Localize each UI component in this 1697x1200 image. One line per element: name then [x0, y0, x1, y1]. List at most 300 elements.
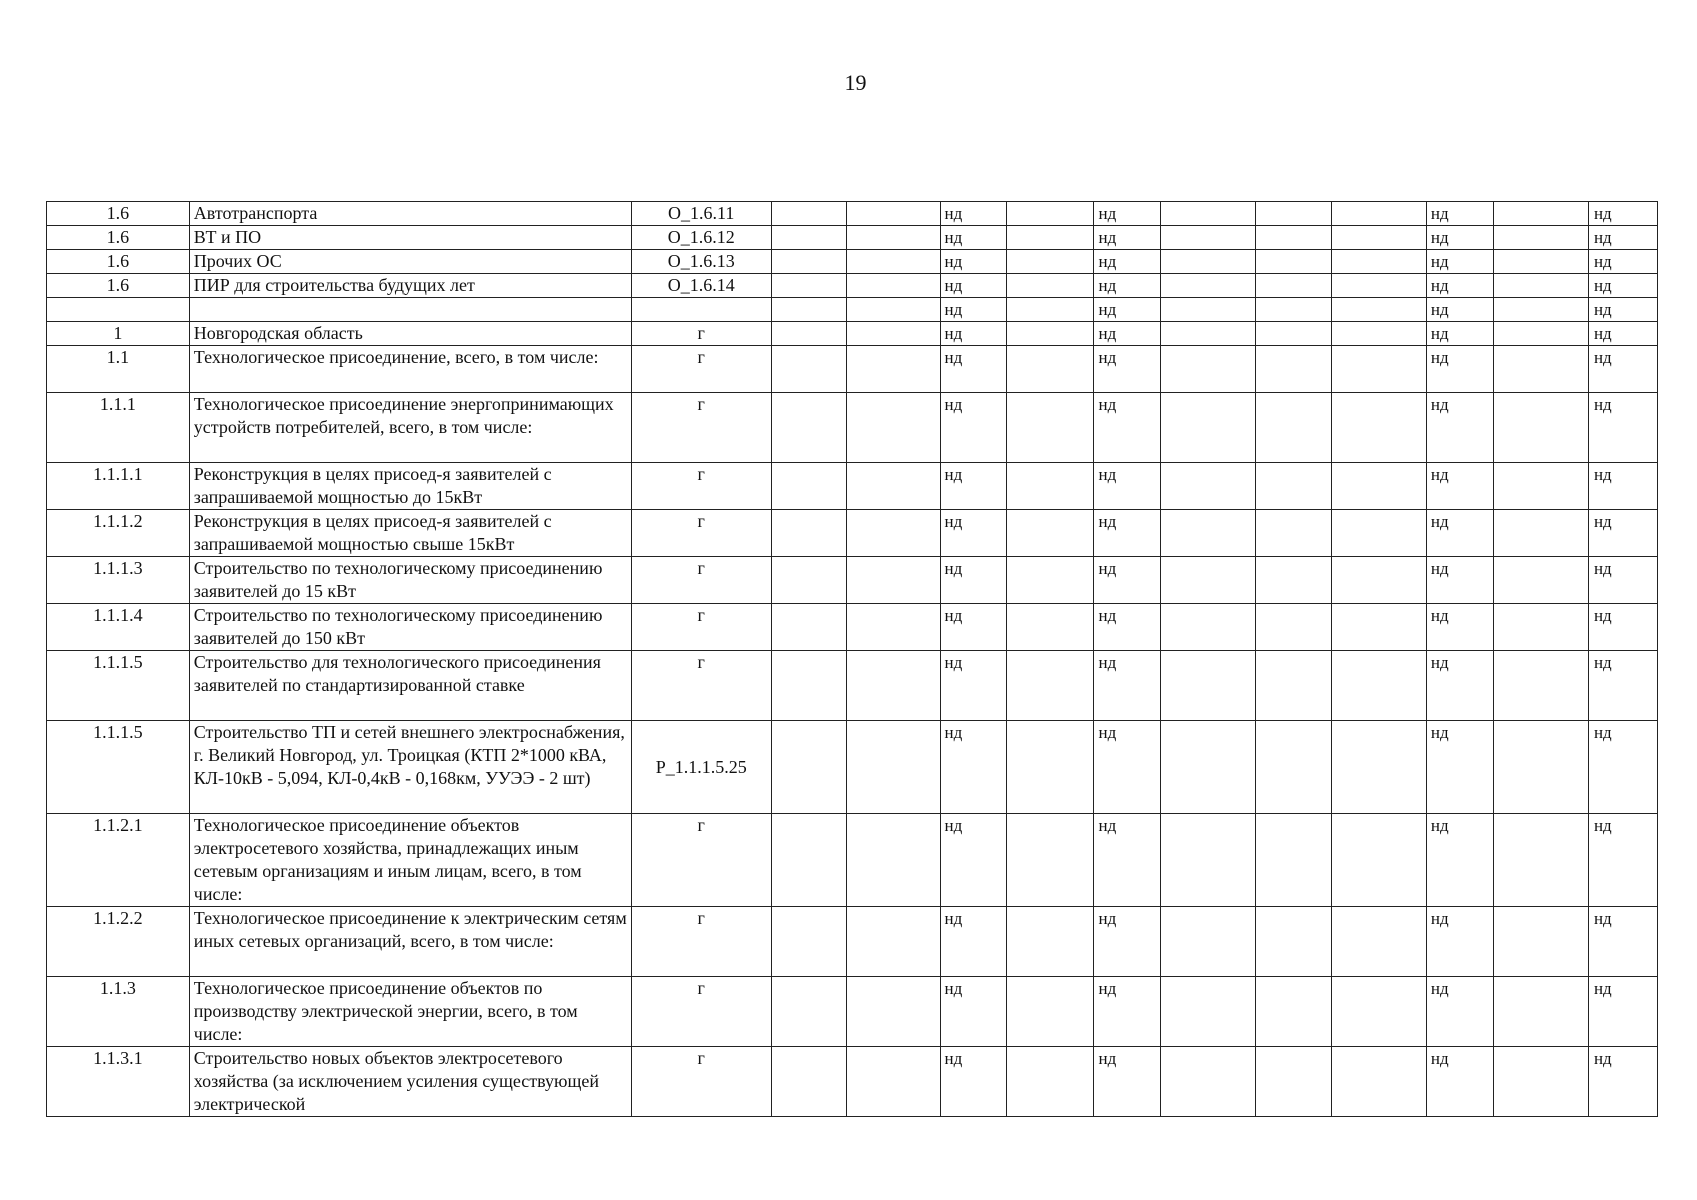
- value-text: нд: [944, 1049, 963, 1068]
- value-text: нд: [1098, 909, 1117, 928]
- empty-cell: [1331, 463, 1426, 510]
- value-cell: [1094, 463, 1161, 510]
- empty-cell: [1331, 346, 1426, 393]
- row-name: [189, 298, 631, 322]
- table-row: [47, 604, 1658, 651]
- value-cell: [1094, 510, 1161, 557]
- empty-cell: [771, 393, 847, 463]
- empty-cell: [847, 346, 941, 393]
- empty-cell: [1161, 557, 1256, 604]
- row-number: 1.6: [47, 202, 190, 226]
- empty-cell: [1493, 463, 1588, 510]
- empty-cell: [1331, 226, 1426, 250]
- value-text: нд: [1593, 909, 1612, 928]
- row-name: Прочих ОС: [189, 250, 631, 274]
- empty-cell: [1493, 907, 1588, 977]
- empty-cell: [1006, 274, 1093, 298]
- empty-cell: [847, 250, 941, 274]
- empty-cell: [771, 274, 847, 298]
- empty-cell: [1331, 298, 1426, 322]
- row-code: г: [631, 1047, 771, 1117]
- value-text: нд: [1430, 512, 1449, 531]
- value-text: нд: [1430, 723, 1449, 742]
- empty-cell: [1493, 226, 1588, 250]
- value-text: нд: [944, 559, 963, 578]
- value-text: нд: [944, 324, 963, 343]
- empty-cell: [1331, 651, 1426, 721]
- row-name: Строительство новых объектов электросетевого хозяйства (за исключением усиления существующей электрической: [189, 1047, 631, 1117]
- table-row: [47, 463, 1658, 510]
- empty-cell: [1493, 393, 1588, 463]
- value-cell: [940, 604, 1006, 651]
- empty-cell: [1331, 977, 1426, 1047]
- row-number: 1.1: [47, 346, 190, 393]
- value-cell: [1426, 977, 1493, 1047]
- value-text: нд: [944, 395, 963, 414]
- row-number: [47, 298, 190, 322]
- value-text: нд: [944, 653, 963, 672]
- empty-cell: [1006, 322, 1093, 346]
- value-text: нд: [1593, 512, 1612, 531]
- empty-cell: [1161, 250, 1256, 274]
- value-cell: [1588, 202, 1657, 226]
- value-cell: [1094, 1047, 1161, 1117]
- row-number: 1.1.2.1: [47, 814, 190, 907]
- empty-cell: [1161, 463, 1256, 510]
- row-code: О_1.6.14: [631, 274, 771, 298]
- empty-cell: [1493, 202, 1588, 226]
- value-cell: [1094, 250, 1161, 274]
- value-cell: [1094, 721, 1161, 814]
- value-cell: [1588, 322, 1657, 346]
- value-cell: [940, 274, 1006, 298]
- row-name: Автотранспорта: [189, 202, 631, 226]
- empty-cell: [1256, 322, 1332, 346]
- empty-cell: [771, 814, 847, 907]
- value-text: нд: [1430, 348, 1449, 367]
- table-row: [47, 298, 1658, 322]
- empty-cell: [1493, 557, 1588, 604]
- row-number: 1: [47, 322, 190, 346]
- value-text: нд: [1098, 228, 1117, 247]
- empty-cell: [1006, 463, 1093, 510]
- empty-cell: [1256, 298, 1332, 322]
- empty-cell: [1161, 977, 1256, 1047]
- value-text: нд: [1593, 1049, 1612, 1068]
- empty-cell: [1493, 250, 1588, 274]
- value-text: нд: [1430, 204, 1449, 223]
- value-text: нд: [1430, 979, 1449, 998]
- value-text: нд: [944, 228, 963, 247]
- row-number: 1.1.2.2: [47, 907, 190, 977]
- empty-cell: [847, 814, 941, 907]
- empty-cell: [1256, 814, 1332, 907]
- row-number: 1.1.1.5: [47, 651, 190, 721]
- empty-cell: [1493, 510, 1588, 557]
- value-text: нд: [1098, 606, 1117, 625]
- value-text: нд: [944, 252, 963, 271]
- value-cell: [1588, 250, 1657, 274]
- row-code: г: [631, 346, 771, 393]
- row-name: Технологическое присоединение объектов электросетевого хозяйства, принадлежащих иным сетевым организациям и иным лицам, всего, в том числе:: [189, 814, 631, 907]
- value-cell: [940, 907, 1006, 977]
- empty-cell: [1006, 1047, 1093, 1117]
- empty-cell: [847, 510, 941, 557]
- empty-cell: [1006, 393, 1093, 463]
- empty-cell: [1256, 721, 1332, 814]
- value-text: нд: [1098, 559, 1117, 578]
- row-code: г: [631, 463, 771, 510]
- empty-cell: [1493, 721, 1588, 814]
- value-text: нд: [944, 979, 963, 998]
- table-row: [47, 202, 1658, 226]
- row-number: 1.1.3.1: [47, 1047, 190, 1117]
- row-number: 1.1.1.2: [47, 510, 190, 557]
- empty-cell: [1256, 604, 1332, 651]
- row-number: 1.6: [47, 226, 190, 250]
- empty-cell: [847, 463, 941, 510]
- value-cell: [940, 202, 1006, 226]
- value-text: нд: [944, 465, 963, 484]
- empty-cell: [1331, 393, 1426, 463]
- value-text: нд: [1593, 300, 1612, 319]
- empty-cell: [1331, 814, 1426, 907]
- value-text: нд: [944, 606, 963, 625]
- empty-cell: [771, 557, 847, 604]
- empty-cell: [1006, 250, 1093, 274]
- table-row: [47, 226, 1658, 250]
- row-number: 1.1.1.1: [47, 463, 190, 510]
- empty-cell: [1256, 202, 1332, 226]
- row-number: 1.1.1.3: [47, 557, 190, 604]
- value-text: нд: [1430, 276, 1449, 295]
- row-code: г: [631, 557, 771, 604]
- value-cell: [1426, 814, 1493, 907]
- row-number: 1.1.1: [47, 393, 190, 463]
- empty-cell: [1256, 907, 1332, 977]
- empty-cell: [771, 463, 847, 510]
- value-cell: [1588, 557, 1657, 604]
- row-code: г: [631, 977, 771, 1047]
- empty-cell: [1161, 274, 1256, 298]
- row-code: г: [631, 907, 771, 977]
- value-cell: [1426, 1047, 1493, 1117]
- empty-cell: [1331, 907, 1426, 977]
- value-cell: [940, 250, 1006, 274]
- value-cell: [940, 651, 1006, 721]
- row-name: ПИР для строительства будущих лет: [189, 274, 631, 298]
- empty-cell: [771, 907, 847, 977]
- row-code: О_1.6.11: [631, 202, 771, 226]
- empty-cell: [1256, 557, 1332, 604]
- value-cell: [1588, 977, 1657, 1047]
- empty-cell: [1006, 907, 1093, 977]
- value-text: нд: [1593, 559, 1612, 578]
- empty-cell: [1256, 250, 1332, 274]
- value-text: нд: [1430, 606, 1449, 625]
- value-cell: [1094, 604, 1161, 651]
- empty-cell: [1161, 510, 1256, 557]
- value-text: нд: [1098, 1049, 1117, 1068]
- empty-cell: [1006, 557, 1093, 604]
- empty-cell: [771, 298, 847, 322]
- row-name: Строительство ТП и сетей внешнего электроснабжения, г. Великий Новгород, ул. Троицкая (КТП 2*1000 кВА, КЛ-10кВ - 5,094, КЛ-0,4кВ - 0,168км, УУЭЭ - 2 шт): [189, 721, 631, 814]
- empty-cell: [1006, 814, 1093, 907]
- row-code: О_1.6.13: [631, 250, 771, 274]
- value-text: нд: [1593, 276, 1612, 295]
- table-row: [47, 250, 1658, 274]
- empty-cell: [1006, 651, 1093, 721]
- empty-cell: [1161, 346, 1256, 393]
- value-cell: [1426, 322, 1493, 346]
- table-row: [47, 346, 1658, 393]
- value-cell: [1426, 346, 1493, 393]
- empty-cell: [1006, 226, 1093, 250]
- row-code: г: [631, 322, 771, 346]
- empty-cell: [1493, 814, 1588, 907]
- value-cell: [1094, 202, 1161, 226]
- value-cell: [940, 463, 1006, 510]
- empty-cell: [1006, 510, 1093, 557]
- empty-cell: [1161, 393, 1256, 463]
- empty-cell: [1161, 604, 1256, 651]
- value-cell: [1588, 907, 1657, 977]
- value-text: нд: [1430, 909, 1449, 928]
- value-text: нд: [1098, 324, 1117, 343]
- value-cell: [1094, 814, 1161, 907]
- empty-cell: [1006, 604, 1093, 651]
- empty-cell: [1493, 274, 1588, 298]
- empty-cell: [771, 250, 847, 274]
- empty-cell: [847, 226, 941, 250]
- value-text: нд: [1098, 979, 1117, 998]
- value-cell: [1426, 557, 1493, 604]
- value-text: нд: [1430, 324, 1449, 343]
- empty-cell: [847, 651, 941, 721]
- row-name: Реконструкция в целях присоед-я заявителей с запрашиваемой мощностью свыше 15кВт: [189, 510, 631, 557]
- value-text: нд: [1430, 228, 1449, 247]
- empty-cell: [1256, 651, 1332, 721]
- empty-cell: [1493, 346, 1588, 393]
- empty-cell: [1161, 226, 1256, 250]
- empty-cell: [847, 202, 941, 226]
- value-cell: [1094, 226, 1161, 250]
- value-text: нд: [944, 348, 963, 367]
- value-cell: [940, 226, 1006, 250]
- page-number: 19: [844, 70, 867, 95]
- empty-cell: [1161, 907, 1256, 977]
- value-text: нд: [1593, 395, 1612, 414]
- value-text: нд: [1430, 395, 1449, 414]
- value-cell: [1426, 510, 1493, 557]
- table-row: [47, 814, 1658, 907]
- row-number: 1.6: [47, 274, 190, 298]
- value-cell: [1588, 346, 1657, 393]
- value-cell: [1094, 557, 1161, 604]
- empty-cell: [771, 322, 847, 346]
- row-number: 1.6: [47, 250, 190, 274]
- value-cell: [1426, 907, 1493, 977]
- table-row: [47, 1047, 1658, 1117]
- value-cell: [1426, 226, 1493, 250]
- table-row: [47, 557, 1658, 604]
- empty-cell: [1256, 463, 1332, 510]
- row-name: Новгородская область: [189, 322, 631, 346]
- value-cell: [940, 1047, 1006, 1117]
- row-code: г: [631, 651, 771, 721]
- value-cell: [940, 557, 1006, 604]
- empty-cell: [1331, 557, 1426, 604]
- value-text: нд: [1098, 204, 1117, 223]
- empty-cell: [771, 346, 847, 393]
- value-cell: [1426, 250, 1493, 274]
- value-text: нд: [1098, 723, 1117, 742]
- value-text: нд: [1430, 559, 1449, 578]
- value-cell: [1426, 651, 1493, 721]
- empty-cell: [1161, 322, 1256, 346]
- value-text: нд: [1593, 816, 1612, 835]
- empty-cell: [847, 298, 941, 322]
- empty-cell: [1161, 298, 1256, 322]
- value-cell: [1588, 463, 1657, 510]
- value-cell: [1588, 651, 1657, 721]
- table-row: [47, 274, 1658, 298]
- value-cell: [1094, 322, 1161, 346]
- value-text: нд: [1098, 465, 1117, 484]
- empty-cell: [847, 274, 941, 298]
- empty-cell: [1493, 322, 1588, 346]
- value-cell: [940, 346, 1006, 393]
- value-text: нд: [1430, 465, 1449, 484]
- table-row: [47, 721, 1658, 814]
- value-text: нд: [944, 512, 963, 531]
- empty-cell: [1256, 393, 1332, 463]
- value-text: нд: [1098, 512, 1117, 531]
- empty-cell: [1331, 274, 1426, 298]
- empty-cell: [1256, 977, 1332, 1047]
- row-code: г: [631, 393, 771, 463]
- empty-cell: [847, 721, 941, 814]
- row-name: ВТ и ПО: [189, 226, 631, 250]
- empty-cell: [1161, 1047, 1256, 1117]
- empty-cell: [1006, 298, 1093, 322]
- row-number: 1.1.3: [47, 977, 190, 1047]
- value-cell: [940, 721, 1006, 814]
- empty-cell: [1006, 202, 1093, 226]
- table-row: [47, 977, 1658, 1047]
- empty-cell: [771, 651, 847, 721]
- value-cell: [940, 298, 1006, 322]
- value-cell: [1094, 907, 1161, 977]
- empty-cell: [771, 510, 847, 557]
- value-cell: [1094, 977, 1161, 1047]
- empty-cell: [771, 977, 847, 1047]
- row-code: г: [631, 814, 771, 907]
- value-cell: [1094, 298, 1161, 322]
- empty-cell: [1493, 651, 1588, 721]
- value-cell: [1094, 651, 1161, 721]
- row-code: Р_1.1.1.5.25: [631, 721, 771, 814]
- value-text: нд: [944, 816, 963, 835]
- value-text: нд: [1098, 276, 1117, 295]
- value-cell: [940, 510, 1006, 557]
- empty-cell: [1161, 721, 1256, 814]
- value-text: нд: [944, 276, 963, 295]
- data-table: [46, 201, 1658, 1117]
- value-cell: [1426, 604, 1493, 651]
- empty-cell: [1331, 322, 1426, 346]
- value-cell: [1426, 463, 1493, 510]
- empty-cell: [1006, 977, 1093, 1047]
- value-cell: [1588, 393, 1657, 463]
- table-row: [47, 322, 1658, 346]
- value-cell: [1588, 510, 1657, 557]
- row-name: Технологическое присоединение к электрическим сетям иных сетевых организаций, всего, в том числе:: [189, 907, 631, 977]
- row-name: Технологическое присоединение, всего, в том числе:: [189, 346, 631, 393]
- empty-cell: [1256, 226, 1332, 250]
- empty-cell: [1493, 604, 1588, 651]
- empty-cell: [847, 977, 941, 1047]
- row-code: г: [631, 510, 771, 557]
- value-text: нд: [944, 723, 963, 742]
- value-cell: [1426, 298, 1493, 322]
- row-number: 1.1.1.5: [47, 721, 190, 814]
- value-cell: [1094, 393, 1161, 463]
- row-name: Технологическое присоединение энергопринимающих устройств потребителей, всего, в том числе:: [189, 393, 631, 463]
- row-code: г: [631, 604, 771, 651]
- value-text: нд: [1593, 324, 1612, 343]
- value-text: нд: [1430, 816, 1449, 835]
- value-text: нд: [1593, 606, 1612, 625]
- empty-cell: [771, 202, 847, 226]
- value-cell: [940, 322, 1006, 346]
- empty-cell: [1331, 250, 1426, 274]
- value-cell: [1588, 226, 1657, 250]
- value-text: нд: [1430, 653, 1449, 672]
- value-cell: [1588, 274, 1657, 298]
- table-row: [47, 651, 1658, 721]
- empty-cell: [847, 557, 941, 604]
- value-text: нд: [1430, 300, 1449, 319]
- empty-cell: [1331, 604, 1426, 651]
- row-code: О_1.6.12: [631, 226, 771, 250]
- empty-cell: [771, 1047, 847, 1117]
- row-name: Строительство для технологического присоединения заявителей по стандартизированной ставке: [189, 651, 631, 721]
- empty-cell: [1331, 721, 1426, 814]
- value-text: нд: [1098, 252, 1117, 271]
- row-name: Технологическое присоединение объектов по производству электрической энергии, всего, в том числе:: [189, 977, 631, 1047]
- empty-cell: [847, 1047, 941, 1117]
- empty-cell: [847, 907, 941, 977]
- value-text: нд: [1430, 252, 1449, 271]
- value-cell: [1094, 274, 1161, 298]
- value-text: нд: [1593, 204, 1612, 223]
- value-text: нд: [1430, 1049, 1449, 1068]
- value-cell: [940, 814, 1006, 907]
- row-name: Реконструкция в целях присоед-я заявителей с запрашиваемой мощностью до 15кВт: [189, 463, 631, 510]
- empty-cell: [1493, 298, 1588, 322]
- empty-cell: [847, 393, 941, 463]
- value-text: нд: [944, 204, 963, 223]
- value-text: нд: [944, 300, 963, 319]
- empty-cell: [1161, 814, 1256, 907]
- value-text: нд: [1098, 816, 1117, 835]
- row-name: Строительство по технологическому присоединению заявителей до 150 кВт: [189, 604, 631, 651]
- value-cell: [1588, 814, 1657, 907]
- value-cell: [1588, 298, 1657, 322]
- empty-cell: [1493, 977, 1588, 1047]
- value-text: нд: [1593, 228, 1612, 247]
